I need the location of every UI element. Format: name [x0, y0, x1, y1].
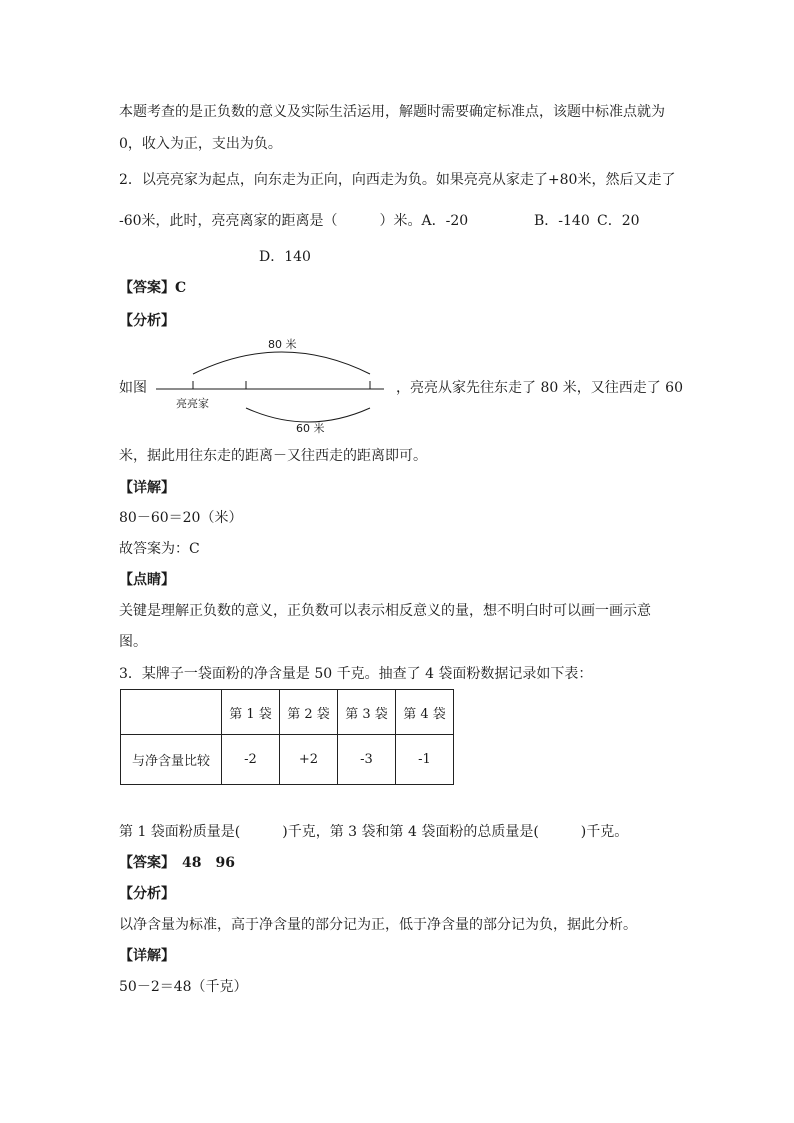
west-arc — [246, 408, 370, 422]
table-cell: 第 4 袋 — [396, 690, 454, 735]
calculation: 80－60＝20（米） — [119, 510, 243, 526]
analysis-heading-2: 【分析】 — [119, 886, 175, 902]
answer-heading: 【答案】C — [119, 280, 187, 296]
analysis-heading: 【分析】 — [119, 313, 175, 329]
option-c: C．20 — [597, 213, 640, 229]
final-answer: 故答案为：C — [119, 541, 200, 557]
tip-line-1: 关键是理解正负数的意义，正负数可以表示相反意义的量，想不明白时可以画一画示意 — [119, 603, 651, 619]
option-b: B．-140 — [534, 213, 590, 229]
table-cell: 第 3 袋 — [338, 690, 396, 735]
table-cell — [121, 690, 222, 735]
table-cell: -1 — [396, 735, 454, 785]
figure-suffix: ，亮亮从家先往东走了 80 米，又往西走了 60 — [396, 380, 683, 396]
option-d: D．140 — [259, 249, 311, 265]
east-arc — [193, 352, 370, 374]
figure-prefix: 如图 — [119, 380, 147, 396]
table-cell: +2 — [280, 735, 338, 785]
table-row — [121, 735, 454, 785]
question-3: 3．某牌子一袋面粉的净含量是 50 千克。抽查了 4 袋面粉数据记录如下表： — [119, 666, 593, 682]
tip-line-2: 图。 — [119, 634, 147, 650]
question-2-line-2: -60米，此时，亮亮离家的距离是（ ）米。A．-20 — [119, 213, 469, 229]
analysis-text-2: 以净含量为标准，高于净含量的部分记为正，低于净含量的部分记为负，据此分析。 — [119, 917, 637, 933]
paragraph-line: 0，收入为正，支出为负。 — [119, 136, 282, 152]
flour-table — [120, 689, 454, 785]
detail-heading: 【详解】 — [119, 480, 175, 496]
table-header-row — [121, 690, 454, 735]
table-row-label: 与净含量比较 — [121, 735, 222, 785]
question-2-line-1: 2．以亮亮家为起点，向东走为正向，向西走为负。如果亮亮从家走了+80米，然后又走了 — [119, 172, 676, 188]
detail-heading-2: 【详解】 — [119, 948, 175, 964]
home-label: 亮亮家 — [176, 397, 209, 410]
tip-heading: 【点睛】 — [119, 572, 175, 588]
answer-heading-2: 【答案】 48 96 — [119, 855, 235, 871]
calculation-2: 50－2＝48（千克） — [119, 979, 248, 995]
table-cell: 第 2 袋 — [280, 690, 338, 735]
table-cell: 第 1 袋 — [222, 690, 280, 735]
table-cell: -3 — [338, 735, 396, 785]
analysis-continuation: 米，据此用往东走的距离－又往西走的距离即可。 — [119, 448, 427, 464]
paragraph-line: 本题考查的是正负数的意义及实际生活运用，解题时需要确定标准点，该题中标准点就为 — [119, 104, 665, 120]
number-line-diagram — [150, 332, 390, 440]
question-3-blanks: 第 1 袋面粉质量是( )千克，第 3 袋和第 4 袋面粉的总质量是( )千克。 — [119, 824, 629, 840]
top-distance-label: 80 米 — [268, 338, 297, 351]
table-cell: -2 — [222, 735, 280, 785]
bottom-distance-label: 60 米 — [296, 422, 325, 435]
